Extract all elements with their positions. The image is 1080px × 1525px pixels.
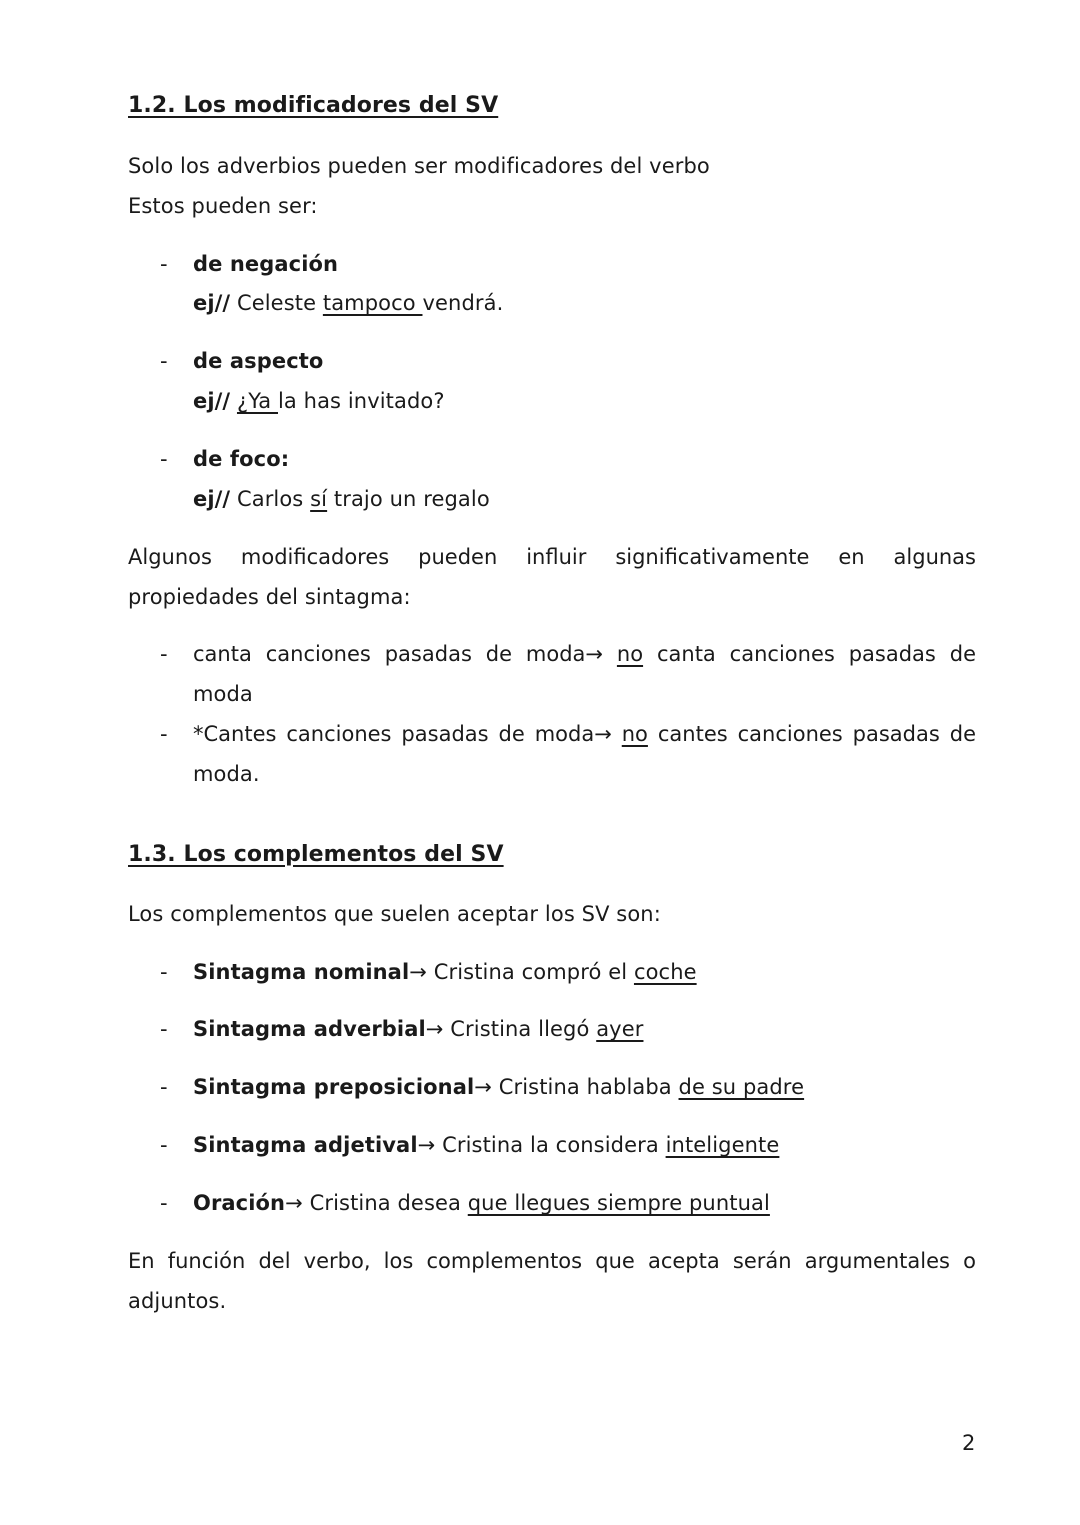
example-prefix: ej// [193, 487, 231, 511]
example-text: Carlos [230, 487, 311, 511]
example-text: Celeste [230, 291, 323, 315]
complement-item [193, 1017, 643, 1041]
arrow-icon: → [425, 1017, 451, 1041]
underlined-word: no [616, 642, 644, 666]
section-heading-1-3: 1.3. Los complementos del SV [128, 842, 504, 867]
underlined-word: coche [633, 960, 697, 984]
underlined-word: sí [310, 487, 328, 511]
modifier-type-label: de foco: [193, 447, 290, 471]
complement-item [193, 960, 697, 984]
bullet-dash: - [160, 447, 168, 471]
bullet-dash: - [160, 642, 168, 666]
bullet-dash: - [160, 1133, 168, 1157]
example-text: canta canciones pasadas de [643, 642, 976, 666]
arrow-icon: → [285, 1191, 310, 1215]
paragraph-line: Algunos modificadores pueden influir significativamente en algunas [128, 545, 976, 569]
example-text: Cristina la considera [442, 1133, 666, 1157]
example-text [230, 389, 237, 413]
example-prefix: ej// [193, 291, 231, 315]
modifier-type-label: de aspecto [193, 349, 324, 373]
example-text: canta canciones pasadas de moda→ [193, 642, 617, 666]
modifier-example [193, 487, 490, 511]
arrow-icon: → [409, 960, 434, 984]
complement-type-label: Sintagma preposicional [193, 1075, 475, 1099]
arrow-icon: → [474, 1075, 499, 1099]
example-line-continuation: moda [193, 682, 253, 706]
example-text: Cristina llegó [450, 1017, 597, 1041]
bullet-dash: - [160, 349, 168, 373]
example-line [193, 642, 976, 666]
example-text: cantes canciones pasadas de [647, 722, 977, 746]
example-prefix: ej// [193, 389, 231, 413]
example-text: vendrá. [422, 291, 504, 315]
complement-item [193, 1075, 804, 1099]
bullet-dash: - [160, 722, 168, 746]
underlined-word: de su padre [678, 1075, 805, 1099]
section-intro: Los complementos que suelen aceptar los SV son: [128, 902, 661, 926]
example-text: Cristina compró el [433, 960, 634, 984]
example-line [193, 722, 976, 746]
example-text: Cristina desea [309, 1191, 468, 1215]
underlined-word: que llegues siempre puntual [467, 1191, 770, 1215]
complement-item [193, 1133, 779, 1157]
paragraph-line: propiedades del sintagma: [128, 585, 411, 609]
complement-type-label: Sintagma nominal [193, 960, 410, 984]
complement-type-label: Oración [193, 1191, 286, 1215]
underlined-word: ¿Ya [236, 389, 278, 413]
example-text: trajo un regalo [327, 487, 490, 511]
modifier-example [193, 389, 445, 413]
bullet-dash: - [160, 960, 168, 984]
complement-item [193, 1191, 770, 1215]
closing-line: adjuntos. [128, 1289, 227, 1313]
intro-line-2: Estos pueden ser: [128, 194, 318, 218]
example-line-continuation: moda. [193, 762, 260, 786]
bullet-dash: - [160, 1017, 168, 1041]
bullet-dash: - [160, 1191, 168, 1215]
complement-type-label: Sintagma adverbial [193, 1017, 426, 1041]
closing-line: En función del verbo, los complementos que acepta serán argumentales o [128, 1249, 976, 1273]
bullet-dash: - [160, 1075, 168, 1099]
underlined-word: no [621, 722, 648, 746]
example-text: Cristina hablaba [498, 1075, 679, 1099]
underlined-word: ayer [596, 1017, 644, 1041]
modifier-example [193, 291, 503, 315]
page-number: 2 [962, 1431, 976, 1455]
example-text: la has invitado? [278, 389, 445, 413]
complement-type-label: Sintagma adjetival [193, 1133, 418, 1157]
underlined-word: inteligente [665, 1133, 780, 1157]
section-heading-1-2: 1.2. Los modificadores del SV [128, 93, 499, 118]
modifier-type-label: de negación [193, 252, 339, 276]
arrow-icon: → [417, 1133, 443, 1157]
bullet-dash: - [160, 252, 168, 276]
intro-line-1: Solo los adverbios pueden ser modificadores del verbo [128, 154, 710, 178]
example-text: *Cantes canciones pasadas de moda→ [193, 722, 622, 746]
underlined-word: tampoco [322, 291, 423, 315]
